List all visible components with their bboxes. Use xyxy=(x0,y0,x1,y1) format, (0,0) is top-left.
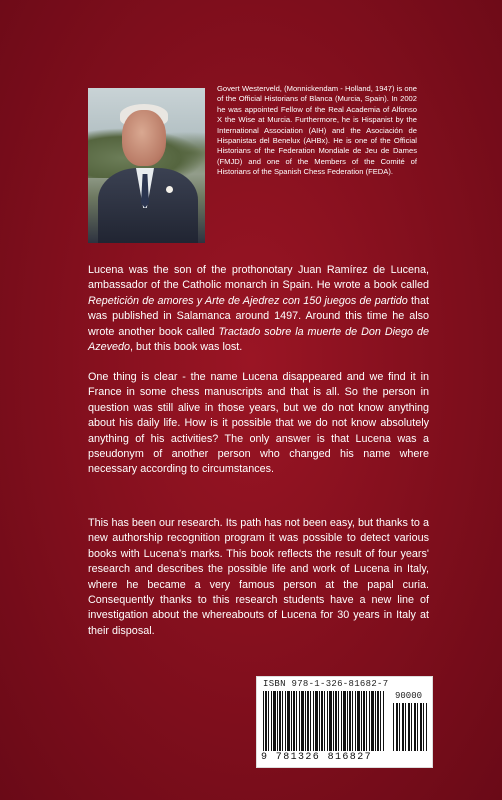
isbn-barcode xyxy=(256,676,433,768)
book-title-tractado: Tractado sobre la muerte de Don Diego de Azevedo xyxy=(88,325,429,354)
author-bio: Govert Westerveld, (Monnickendam - Holland, 1947) is one of the Official Historians of Blanca (Murcia, Spain). In 2002 he was appointed Fellow of the Real Academia of Alfonso X the Wise at Murcia. Furthermore, he is Hispanist by the International Association (AIH) and the Asociación de Hispanistas del Benelux (AHBx). He is one of the Official Historians of the Federation Mondiale de Jeu de Dames (FMJD) and one of the Members of the Comité of Historians of the Spanish Chess Federation (FEDA). xyxy=(217,84,417,177)
author-photo xyxy=(88,88,205,243)
barcode-digits: 9 781326 816827 xyxy=(261,752,373,763)
text-segment: that was published in Salamanca around 1497. Around this time he also wrote another book called xyxy=(88,294,429,338)
book-title-repeticion: Repetición de amores y Arte de Ajedrez con 150 juegos de partido xyxy=(88,294,408,307)
paragraph-lucena-origin xyxy=(88,263,429,355)
addon-bars xyxy=(393,703,427,751)
text-segment: , but this book was lost. xyxy=(130,341,243,354)
paragraph-research: This has been our research. Its path has not been easy, but thanks to a new authorship recognition program it was possible to detect various books with Lucena's marks. This book reflects the result of four years' research and describes the possible life and work of Lucena in Italy, where he became a very famous person at the papal curia. Consequently thanks to this research students have a new line of investigation about the whereabouts of Lucena for 30 years in Italy at their disposal. xyxy=(88,517,429,637)
isbn-label: ISBN 978-1-326-81682-7 xyxy=(263,679,389,689)
barcode-bars xyxy=(263,691,385,751)
price-code: 90000 xyxy=(395,691,423,701)
paragraph-pseudonym: One thing is clear - the name Lucena disappeared and we find it in France in some chess manuscripts and that is all. So the person in question was still alive in those years, but we do not know anything about his daily life. How is it possible that we do not know absolutely anything of his activities? The only answer is that Lucena was a pseudonym of another person who changed his name where necessary according to circumstances. xyxy=(88,371,429,476)
text-segment: Lucena was the son of the prothonotary Juan Ramírez de Lucena, ambassador of the Catholic monarch in Spain. He wrote a book called xyxy=(88,264,429,292)
